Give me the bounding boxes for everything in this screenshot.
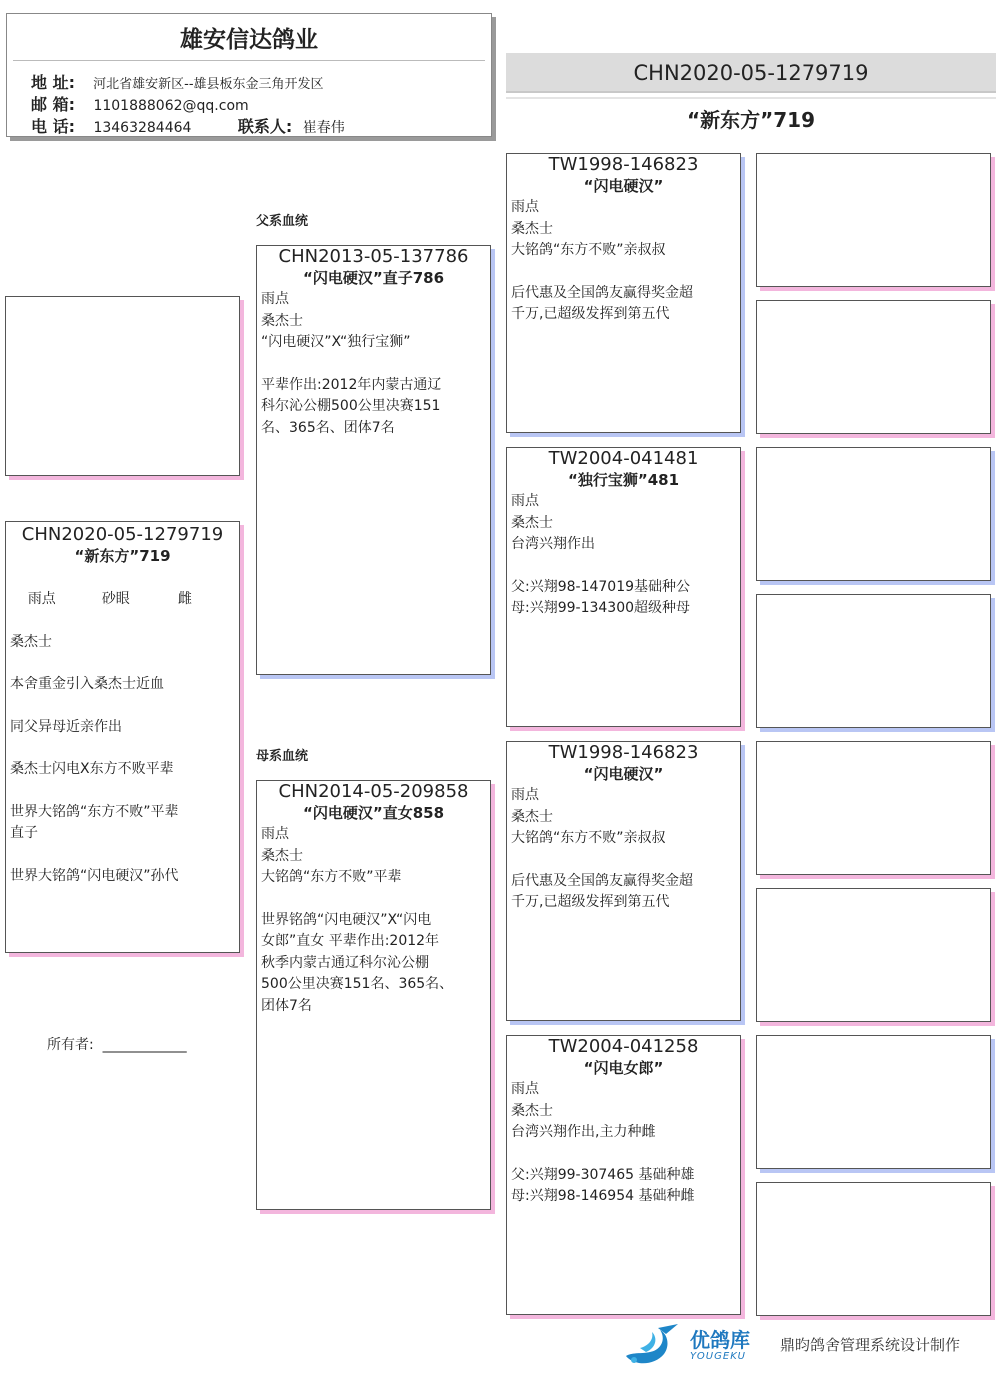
logo-english-text: YOUGEKU — [690, 1351, 746, 1362]
top-ring-number: CHN2020-05-1279719 — [633, 61, 869, 85]
youge-logo — [620, 1322, 770, 1368]
pedigree-note-line: 雨点 — [511, 787, 539, 803]
pedigree-note-line: 父:兴翔98-147019基础种公 — [511, 578, 691, 595]
address-value: 河北省雄安新区--雄县板东金三角开发区 — [93, 77, 324, 92]
pedigree-note-line: 雨点 — [261, 826, 289, 842]
blank-line — [10, 696, 235, 717]
pedigree-note-line: 团体7名 — [261, 997, 312, 1014]
grandparent-notes — [511, 491, 736, 620]
dam-notes — [261, 824, 486, 1017]
pedigree-note-line: 雨点 — [261, 291, 289, 307]
pedigree-note-line: 500公里决赛151名、365名、 — [261, 976, 454, 992]
top-ring-banner — [506, 53, 996, 93]
great-grandparent-box — [756, 741, 991, 875]
grandparent-ring-number: TW1998-146823 — [548, 742, 699, 763]
great-grandparent-box — [756, 1182, 991, 1316]
grandparent-pigeon-name: “独行宝狮”481 — [567, 471, 680, 489]
pedigree-note-line: 母:兴翔98-146954 基础种雌 — [511, 1188, 695, 1204]
subject-ring-number: CHN2020-05-1279719 — [21, 524, 224, 545]
phone-row — [31, 114, 345, 137]
pedigree-note-line: 雨点 — [511, 493, 539, 509]
blank-line — [10, 653, 235, 674]
pedigree-note-line: 本舍重金引入桑杰士近血 — [10, 676, 164, 692]
pedigree-note-line: 桑杰士 — [10, 633, 52, 650]
pedigree-note-line: 世界大铭鸽“东方不败”平辈 — [10, 803, 179, 820]
grandparent-notes — [511, 1079, 736, 1208]
grandsire-maternal-card — [506, 741, 741, 1021]
pedigree-note-line: 女郎”直女 平辈作出:2012年 — [261, 933, 440, 949]
pedigree-note-line: 世界大铭鸽“闪电硬汉”孙代 — [10, 867, 179, 884]
subject-notes — [10, 632, 235, 888]
sire-pigeon-name: “闪电硬汉”直子786 — [302, 269, 445, 287]
pedigree-note-line: 直子 — [10, 825, 38, 841]
pedigree-note-line: 台湾兴翔作出 — [511, 536, 595, 552]
pedigree-note-line: 世界铭鸽“闪电硬汉”X“闪电 — [261, 911, 432, 928]
address-row — [31, 70, 324, 93]
phone-label: 电 话: — [31, 117, 75, 136]
subject-pigeon-name: “新东方”719 — [74, 547, 171, 565]
subject-eye: 砂眼 — [101, 590, 130, 607]
great-grandparent-box — [756, 447, 991, 581]
loft-name: 雄安信达鸽业 — [180, 27, 318, 53]
top-pigeon-name: “新东方”719 — [686, 108, 816, 132]
pedigree-note-line: 桑杰士 — [261, 847, 303, 864]
blank-line — [10, 738, 235, 759]
pedigree-note-line: 名、365名、团体7名 — [261, 419, 395, 436]
contact-value: 崔春伟 — [302, 120, 345, 136]
phone-value: 13463284464 — [93, 120, 192, 136]
youge-logo-icon — [620, 1322, 684, 1368]
dam-ring-number: CHN2014-05-209858 — [278, 781, 469, 802]
email-row — [31, 92, 249, 115]
subject-card — [5, 521, 240, 953]
pedigree-note-line: 千万,已超级发挥到第五代 — [511, 306, 670, 322]
pedigree-note-line: 科尔沁公棚500公里决赛151 — [261, 398, 441, 414]
grandparent-notes — [511, 197, 736, 326]
logo-chinese-text: 优鸽库 — [690, 1328, 750, 1352]
father-line-label: 父系血统 — [256, 214, 309, 229]
blank-line — [511, 850, 736, 871]
blank-line — [511, 556, 736, 577]
great-grandparent-box — [756, 888, 991, 1022]
pedigree-note-line: 千万,已超级发挥到第五代 — [511, 894, 670, 910]
grandparent-notes — [511, 785, 736, 914]
pedigree-note-line: 母:兴翔99-134300超级种母 — [511, 600, 691, 616]
owner-line: 所有者: ____________ — [47, 1037, 187, 1053]
mother-line-label: 母系血统 — [256, 749, 309, 764]
grandparent-pigeon-name: “闪电女郎” — [583, 1059, 664, 1077]
pedigree-note-line: 桑杰士 — [511, 220, 553, 237]
pedigree-note-line: 桑杰士 — [511, 808, 553, 825]
great-grandparent-box — [756, 1035, 991, 1169]
blank-line — [511, 262, 736, 283]
pedigree-note-line: 大铭鸽“东方不败”平辈 — [261, 869, 402, 885]
subject-attributes — [10, 567, 235, 632]
pedigree-note-line: 后代惠及全国鸽友赢得奖金超 — [511, 284, 693, 301]
subject-color: 雨点 — [27, 590, 56, 607]
grandparent-ring-number: TW1998-146823 — [548, 154, 699, 175]
address-label: 地 址: — [31, 73, 75, 92]
sire-card — [256, 245, 491, 675]
sire-notes — [261, 289, 486, 439]
pedigree-note-line: 桑杰士 — [261, 312, 303, 329]
contact-label: 联系人: — [237, 117, 293, 136]
loft-info-box — [6, 13, 492, 137]
pedigree-note-line: 大铭鸽“东方不败”亲叔叔 — [511, 242, 666, 258]
blank-line — [261, 354, 486, 375]
blank-line — [261, 889, 486, 910]
dam-card — [256, 780, 491, 1210]
dam-pigeon-name: “闪电硬汉”直女858 — [302, 804, 445, 822]
credit-text: 鼎昀鸽舍管理系统设计制作 — [780, 1336, 961, 1354]
subject-sex: 雌 — [177, 590, 192, 607]
pedigree-note-line: 雨点 — [511, 1081, 539, 1097]
pedigree-note-line: 桑杰士 — [511, 514, 553, 531]
pedigree-note-line: 后代惠及全国鸽友赢得奖金超 — [511, 872, 693, 889]
pedigree-note-line: 桑杰士 — [511, 1102, 553, 1119]
pedigree-note-line: 平辈作出:2012年内蒙古通辽 — [261, 376, 442, 393]
photo-box — [5, 296, 240, 476]
grandparent-pigeon-name: “闪电硬汉” — [583, 765, 664, 783]
top-ring-underline — [506, 97, 996, 99]
granddam-maternal-card — [506, 1035, 741, 1315]
pedigree-note-line: 雨点 — [511, 199, 539, 215]
granddam-paternal-card — [506, 447, 741, 727]
email-label: 邮 箱: — [31, 95, 75, 114]
pedigree-note-line: 桑杰士闪电X东方不败平辈 — [10, 761, 174, 777]
grandsire-paternal-card — [506, 153, 741, 433]
blank-line — [10, 845, 235, 866]
grandparent-ring-number: TW2004-041258 — [548, 1036, 699, 1057]
blank-line — [511, 1144, 736, 1165]
pedigree-note-line: 父:兴翔99-307465 基础种雄 — [511, 1166, 695, 1183]
pedigree-note-line: 大铭鸽“东方不败”亲叔叔 — [511, 830, 666, 846]
pedigree-note-line: “闪电硬汉”X“独行宝狮” — [261, 334, 411, 350]
great-grandparent-box — [756, 153, 991, 287]
great-grandparent-box — [756, 300, 991, 434]
grandparent-ring-number: TW2004-041481 — [548, 448, 699, 469]
header-divider — [13, 60, 485, 61]
pedigree-note-line: 同父异母近亲作出 — [10, 718, 122, 735]
pedigree-note-line: 台湾兴翔作出,主力种雌 — [511, 1124, 656, 1140]
sire-ring-number: CHN2013-05-137786 — [278, 246, 469, 267]
grandparent-pigeon-name: “闪电硬汉” — [583, 177, 664, 195]
pedigree-note-line: 秋季内蒙古通辽科尔沁公棚 — [261, 954, 429, 971]
great-grandparent-box — [756, 594, 991, 728]
blank-line — [10, 781, 235, 802]
email-value: 1101888062@qq.com — [93, 98, 249, 114]
